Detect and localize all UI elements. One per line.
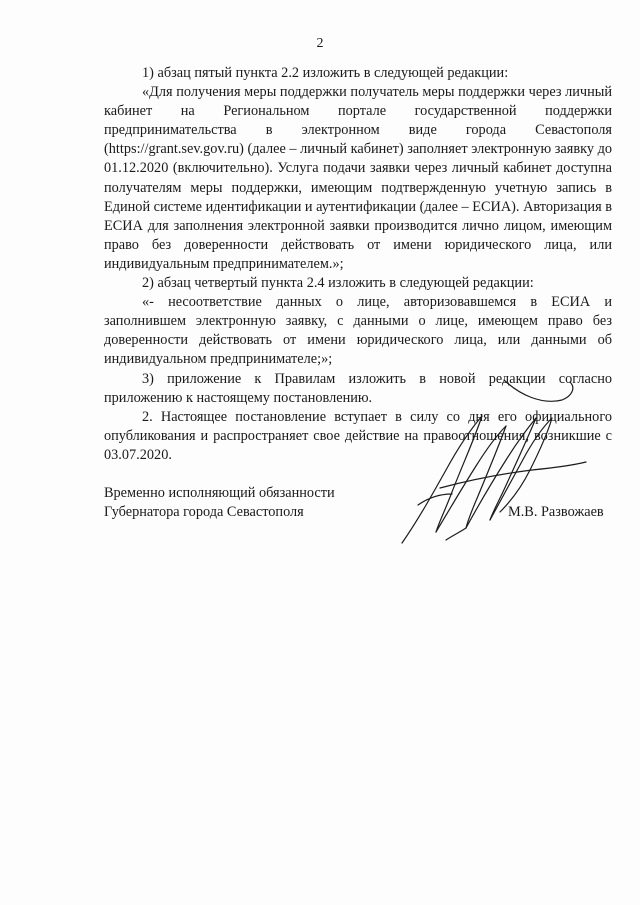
paragraph-amendment-1: 1) абзац пятый пункта 2.2 изложить в следующей редакции: <box>142 65 509 81</box>
page-number: 2 <box>316 36 324 51</box>
signatory-position-line-1: Временно исполняющий обязанности <box>104 485 335 501</box>
paragraph-quote-1: «Для получения меры поддержки получатель меры поддержки через личный кабинет на Региональном портале государственной поддержки предпринимательства в электронном виде города Севастополя (https://grant.sev.gov.ru) (далее – личный кабинет) заполняет электронную заявку до 01.12.2020 (включительно). Услуга подачи заявки через личный кабинет доступна получателям меры поддержки, имеющим подтвержденную учетную запись в Единой системе идентификации и аутентификации (далее – ЕСИА). Авторизация в ЕСИА для заполнения электронной заявки производится лично лицом, имеющим право без доверенности действовать от имени юридического лица, или индивидуальным предпринимателем.»; <box>104 84 612 272</box>
paragraph-amendment-2: 2) абзац четвертый пункта 2.4 изложить в следующей редакции: <box>142 275 534 292</box>
paragraph-quote-2: «- несоответствие данных о лице, авторизовавшемся в ЕСИА и заполнившем электронную заявку, с данными о лице, имеющем право без доверенности действовать от имени юридического лица, или данными об индивидуальном предпринимателе;»; <box>104 294 612 368</box>
signatory-name: М.В. Развожаев <box>508 504 604 520</box>
signatory-position <box>104 484 335 522</box>
paragraph-effective-date: 2. Настоящее постановление вступает в силу со дня его официального опубликования и распространяет свое действие на правоотношения, возникшие с 03.07.2020. <box>104 408 612 463</box>
signatory-position-line-2: Губернатора города Севастополя <box>104 504 304 521</box>
document-body <box>104 64 612 465</box>
paragraph-amendment-3: 3) приложение к Правилам изложить в новой редакции согласно приложению к настоящему постановлению. <box>104 370 612 406</box>
